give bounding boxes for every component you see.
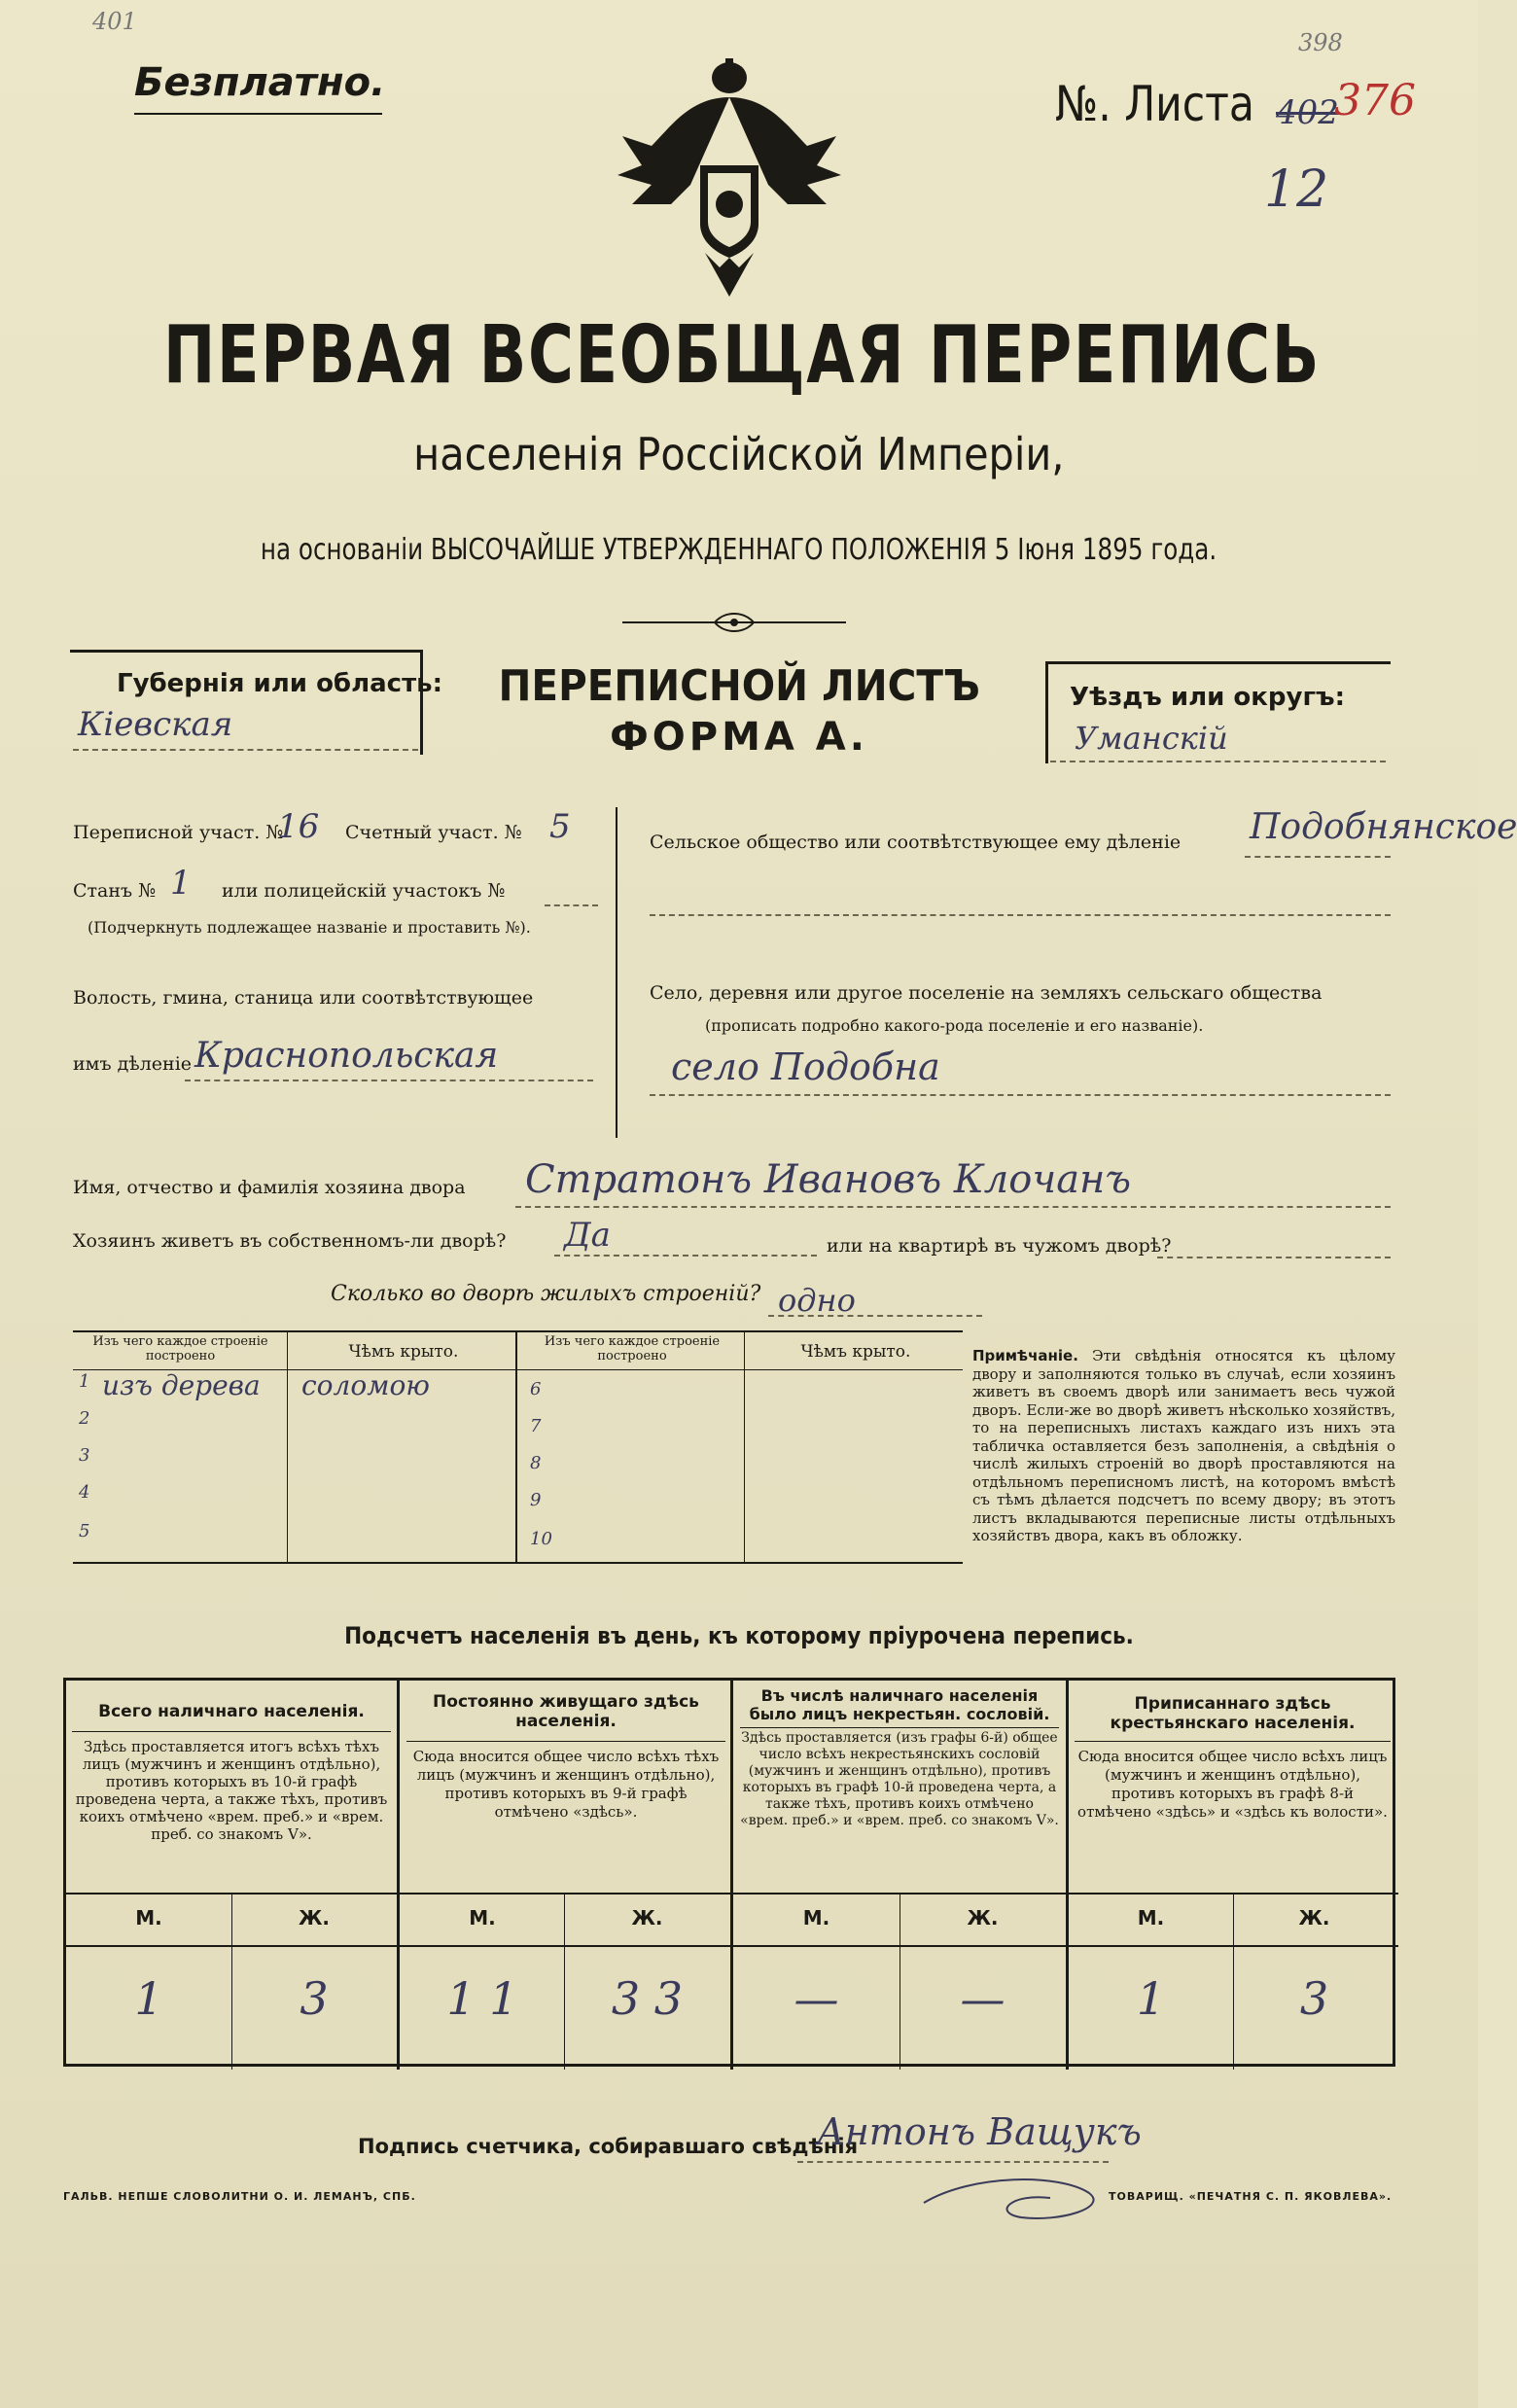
village-note: (прописать подробно какого-рода поселеніе и его названіе). [705,1016,1204,1035]
community-dash-2 [650,914,1391,916]
row-5-n: 5 [79,1521,90,1541]
page-title: ПЕРВАЯ ВСЕОБЩАЯ ПЕРЕПИСЬ [162,309,1322,402]
counting-section-label: Счетный участ. № [345,822,522,843]
col-material-left: Изъ чего каждое строеніе построено [92,1334,268,1363]
buildings-dash [768,1315,982,1317]
census-section-value: 16 [277,807,320,846]
community-dash [1245,856,1391,858]
ornament-divider-icon [622,611,846,634]
population-title-wrap [0,1622,1478,1649]
row-4-n: 4 [79,1482,90,1503]
row-3-n: 3 [79,1445,90,1466]
police-note: (Подчеркнуть подлежащее названіе и проставить №). [88,918,531,937]
volost-label: Волость, гмина, станица или соотвѣтствующее [73,987,534,1009]
rent-label: или на квартирѣ въ чужомъ дворѣ? [827,1235,1172,1257]
province-label: Губернія или область: [117,669,442,698]
pop-col-2-desc: Сюда вносится общее число всѣхъ тѣхъ лицъ (мужчинъ и женщинъ отдѣльно), противъ которыхъ въ 9-й графѣ отмѣчено «здѣсь». [412,1748,720,1821]
page-subtitle-text: населенія Россійской Имперіи, [413,428,1065,480]
imperial-eagle-icon [613,58,846,301]
free-label: Безплатно. [134,60,386,105]
province-dash [73,749,418,751]
free-underline [134,113,382,115]
pop-col-3-desc: Здѣсь проставляется (изъ графы 6-й) общее число всѣхъ некрестьянскихъ сословій (мужчинъ и женщинъ отдѣльно), противъ которыхъ въ графѣ 10-й проведена черта, а также тѣхъ, противъ коихъ отмѣчено «врем. преб.» и «врем. преб. со знакомъ V». [740,1730,1059,1828]
row-1-material: изъ дерева [102,1369,261,1401]
pop-col-3-head: Въ числѣ наличнаго населенія было лицъ некрестьян. сословій. [749,1686,1050,1723]
pop-col-4-desc: Сюда вносится общее число всѣхъ лицъ (мужчинъ и женщинъ отдѣльно), противъ которыхъ въ графѣ 8-й отмѣчено «здѣсь» и «здѣсь къ волости». [1077,1748,1388,1821]
stan-label: Станъ № [73,880,157,902]
own-yard-dash [554,1255,817,1257]
pop-col-4 [1075,1694,1391,1822]
sheet-number-struck: 402 [1276,93,1339,132]
pop-col-4-f-label: Ж. [1298,1906,1330,1930]
pop-col-1-f: 3 [300,1972,329,2025]
own-yard-value: Да [564,1216,611,1255]
buildings-label: Сколько во дворѣ жилыхъ строеній? [331,1282,761,1306]
owner-name-value: Стратонъ Ивановъ Клочанъ [525,1157,1132,1202]
own-yard-label: Хозяинъ живетъ въ собственномъ-ли дворѣ? [73,1230,507,1252]
pop-col-4-f: 3 [1299,1972,1329,2025]
stan-value: 1 [170,864,192,903]
community-label: Сельское общество или соотвѣтствующее ему дѣленіе [650,832,1182,853]
district-value: Уманскій [1075,720,1228,757]
volost-dash [185,1080,593,1081]
row-1-roof: соломою [301,1369,430,1401]
form-subtitle-wrap [438,715,1041,760]
pop-col-3-m: — [794,1972,839,2025]
row-8-n: 8 [530,1453,542,1473]
signature-flourish-icon [914,2164,1128,2232]
pop-col-2-m-label: М. [469,1906,496,1930]
pop-col-1-desc: Здѣсь проставляется итогъ всѣхъ тѣхъ лицъ (мужчинъ и женщинъ отдѣльно), противъ которыхъ въ 10-й графѣ проведена черта, а также тѣхъ, противъ коихъ отмѣчено «врем. преб.» и «врем. преб. со знакомъ V». [75,1738,388,1843]
village-value: село Подобна [671,1045,940,1088]
owner-name-dash [515,1206,1391,1208]
col-material-right: Изъ чего каждое строеніе построено [544,1334,721,1363]
pop-col-2-f-label: Ж. [631,1906,663,1930]
pop-col-1-m: 1 [134,1972,163,2025]
archive-mark-right: 398 [1298,29,1343,56]
counting-section-value: 5 [549,807,571,846]
buildings-value: одно [778,1282,856,1319]
volost-value: Краснопольская [194,1036,499,1076]
title-wrap [0,309,1478,402]
form-title-wrap [438,661,1041,711]
fields-divider [616,807,617,1138]
police-dash [545,904,598,906]
row-1-n: 1 [79,1371,90,1392]
district-dash [1050,761,1386,762]
col-roof-left: Чѣмъ крыто. [348,1342,459,1362]
pop-col-1-head: Всего наличнаго населенія. [98,1702,365,1721]
pop-col-2-head: Постоянно живущаго здѣсь населенія. [433,1692,699,1731]
sheet-label: №. Листа [1055,76,1254,132]
province-value: Кіевская [78,705,233,744]
right-box-top [1045,661,1391,664]
pop-col-1-f-label: Ж. [298,1906,331,1930]
page-subtitle [0,428,1478,480]
basis-text: на основаніи ВЫСОЧАЙШЕ УТВЕРЖДЕННАГО ПОЛОЖЕНІЯ 5 Іюня 1895 года. [261,533,1217,567]
pop-col-4-head: Приписаннаго здѣсь крестьянскаго населенія. [1110,1694,1356,1733]
community-value: Подобнянское [1250,807,1517,847]
pop-col-3-f-label: Ж. [967,1906,999,1930]
pop-col-2 [406,1692,725,1822]
row-6-n: 6 [530,1379,542,1399]
pop-col-4-m: 1 [1136,1972,1166,2025]
census-section-label: Переписной участ. № [73,822,284,843]
population-title: Подсчетъ населенія въ день, къ которому пріурочена перепись. [344,1622,1134,1649]
col-roof-right: Чѣмъ крыто. [800,1342,911,1362]
district-label: Уѣздъ или округъ: [1070,683,1345,712]
left-box-top [70,650,422,653]
row-9-n: 9 [530,1490,542,1510]
basis-line [0,533,1478,567]
row-10-n: 10 [530,1529,552,1549]
footer-right: ТОВАРИЩ. «ПЕЧАТНЯ С. П. ЯКОВЛЕВА». [1109,2190,1393,2203]
signature-dash [797,2161,1109,2163]
footer-left: ГАЛЬВ. НЕПШЕ СЛОВОЛИТНИ О. И. ЛЕМАНЪ, СПБ. [63,2190,416,2203]
form-title: ПЕРЕПИСНОЙ ЛИСТЪ [498,661,980,711]
volost-label-2: имъ дѣленіе [73,1053,193,1075]
right-box-side [1045,661,1048,763]
note-text: Эти свѣдѣнія относятся къ цѣлому двору и заполняются только въ случаѣ, если хозяинъ живетъ въ своемъ дворѣ или занимаетъ весь чужой дворъ. Если-же во дворѣ живетъ нѣсколько хозяйствъ, то на переписныхъ листахъ каждаго изъ нихъ эта табличка оставляется безъ заполненія, а свѣдѣнія о числѣ жилыхъ строеній во дворѣ проставляются на отдѣльномъ переписномъ листѣ, на которомъ вмѣстѣ съ тѣмъ дѣлается подсчетъ по всему двору; въ этотъ листъ вкладываются переписные листы отдѣльныхъ хозяйствъ двора, какъ въ обложку. [972,1347,1395,1544]
owner-name-label: Имя, отчество и фамилія хозяина двора [73,1177,466,1198]
village-dash [650,1094,1391,1096]
sheet-number-red: 376 [1334,76,1416,125]
row-2-n: 2 [79,1408,90,1429]
pop-col-2-f: 3 3 [611,1972,684,2025]
rent-dash [1157,1257,1391,1258]
row-7-n: 7 [530,1416,542,1436]
archive-mark-left: 401 [92,8,137,35]
population-table [63,1678,1395,2067]
pop-col-3-f: — [960,1972,1005,2025]
pop-col-1 [72,1702,391,1843]
pop-col-4-m-label: М. [1137,1906,1165,1930]
village-label: Село, деревня или другое поселеніе на земляхъ сельскаго общества [650,982,1323,1004]
pop-col-1-m-label: М. [135,1906,162,1930]
note-block [972,1347,1395,1545]
buildings-table [73,1330,963,1564]
pop-col-3 [740,1686,1059,1829]
left-box-side [420,650,423,755]
pop-col-2-m: 1 1 [446,1972,518,2025]
note-title: Примѣчаніе. [972,1347,1078,1364]
signature-label: Подпись счетчика, собиравшаго свѣдѣнія [358,2135,859,2158]
pop-col-3-m-label: М. [802,1906,830,1930]
form-subtitle: ФОРМА А. [610,715,868,760]
signature-value: Антонъ Ващукъ [817,2110,1142,2153]
police-label: или полицейскій участокъ № [222,880,506,902]
sheet-number-hand: 12 [1264,160,1329,219]
